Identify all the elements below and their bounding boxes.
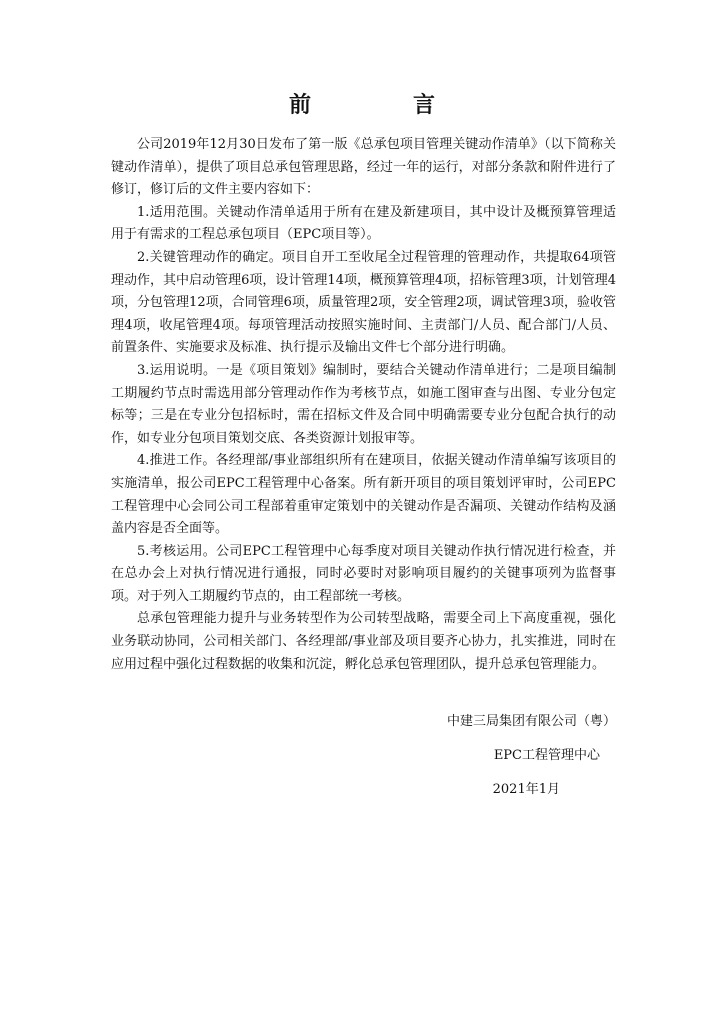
paragraph-usage: 3.运用说明。一是《项目策划》编制时，要结合关键动作清单进行；二是项目编制工期履约节点时需选用部分管理动作作为考核节点，如施工图审查与出图、专业分包定标等；三是在专业分包招标时，需在招标文件及合同中明确需要专业分包配合执行的动作，如专业分包项目策划交底、各类资源计划报审等。 bbox=[111, 362, 616, 446]
signature-date: 2021年1月 bbox=[492, 782, 560, 797]
signature-organization: 中建三局集团有限公司（粤） bbox=[446, 714, 616, 729]
paragraph-promotion: 4.推进工作。各经理部/事业部组织所有在建项目，依据关键动作清单编写该项目的实施清单，报公司EPC工程管理中心备案。所有新开项目的项目策划评审时，公司EPC工程管理中心会同公司工程部着重审定策划中的关键动作是否漏项、关键动作结构及涵盖内容是否全面等。 bbox=[111, 453, 616, 537]
signature-department: EPC工程管理中心 bbox=[493, 748, 600, 763]
paragraph-intro: 公司2019年12月30日发布了第一版《总承包项目管理关键动作清单》（以下简称关键动作清单），提供了项目总承包管理思路，经过一年的运行，对部分条款和附件进行了修订，修订后的文件主要内容如下： bbox=[111, 137, 616, 198]
paragraph-assessment: 5.考核运用。公司EPC工程管理中心每季度对项目关键动作执行情况进行检查，并在总办会上对执行情况进行通报，同时必要时对影响项目履约的关键事项列为监督事项。对于列入工期履约节点的，由工程部统一考核。 bbox=[111, 543, 616, 604]
paragraph-scope: 1.适用范围。关键动作清单适用于所有在建及新建项目，其中设计及概预算管理适用于有需求的工程总承包项目（EPC项目等）。 bbox=[111, 204, 616, 243]
document-body bbox=[111, 134, 616, 676]
paragraph-key-actions: 2.关键管理动作的确定。项目自开工至收尾全过程管理的管理动作，共提取64项管理动作，其中启动管理6项，设计管理14项，概预算管理4项，招标管理3项，计划管理4项，分包管理12项，合同管理6项，质量管理2项，安全管理2项，调试管理3项，验收管理4项，收尾管理4项。每项管理活动按照实施时间、主责部门/人员、配合部门/人员、前置条件、实施要求及标准、执行提示及输出文件七个部分进行明确。 bbox=[111, 249, 616, 356]
signature-block bbox=[356, 712, 616, 800]
page-title: 前 言 bbox=[288, 93, 475, 118]
paragraph-closing: 总承包管理能力提升与业务转型作为公司转型战略，需要全司上下高度重视，强化业务联动协同，公司相关部门、各经理部/事业部及项目要齐心协力，扎实推进，同时在应用过程中强化过程数据的收集和沉淀，孵化总承包管理团队，提升总承包管理能力。 bbox=[111, 611, 616, 672]
